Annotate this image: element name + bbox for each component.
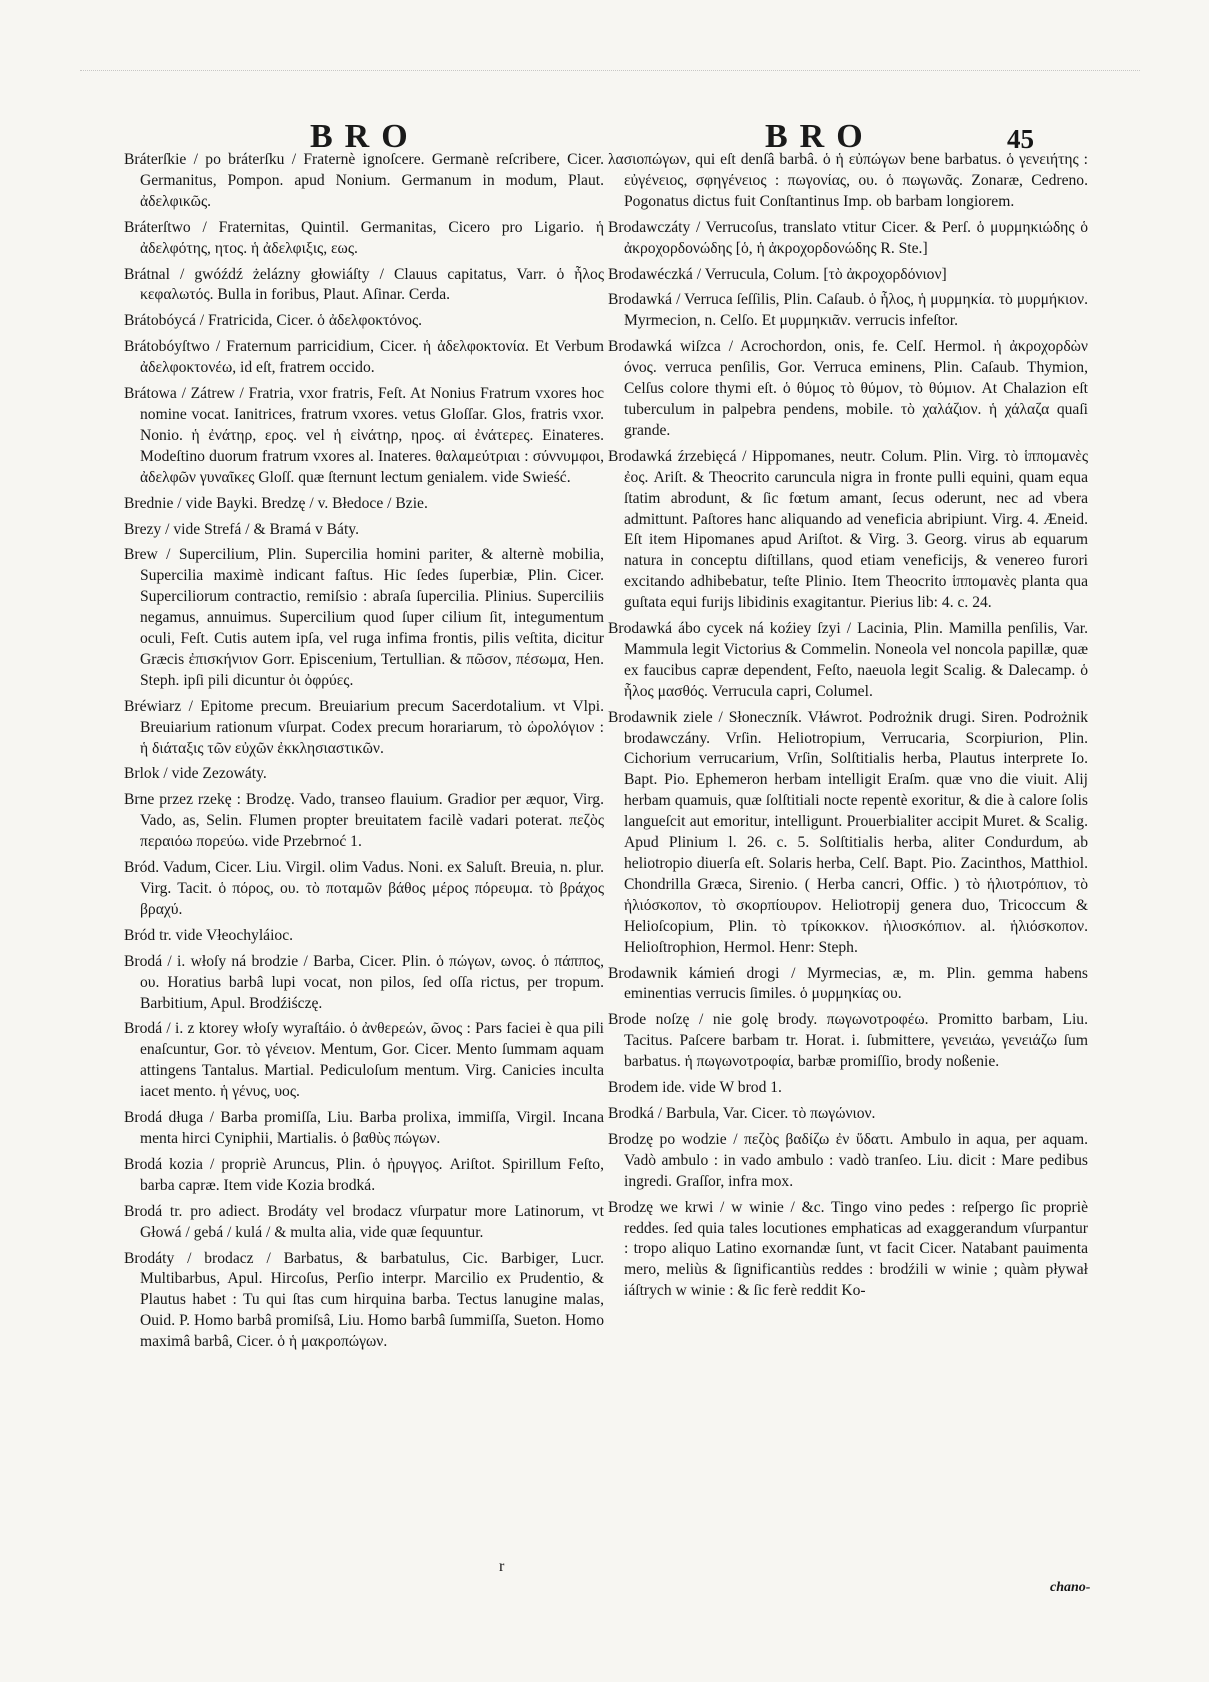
- dictionary-entry: Brodá / i. włoſy ná brodzie / Barba, Cicer. Plin. ὁ πώγων, ωνος. ὁ πάππος, ου. Horatius barbâ lupi vocat, non pilos, ſed oſſa rictus, per tropum. Barbitium, Apul. Brodźiśczę.: [124, 952, 604, 1012]
- dictionary-entry: Brodá tr. pro adiect. Brodáty vel brodacz vſurpatur more Latinorum, vt Głowá / gebá / kulá / & multa alia, vide quæ ſequuntur.: [124, 1202, 604, 1241]
- dictionary-entry: Brátobóycá / Fratricida, Cicer. ὁ ἀδελφοκτόνος.: [124, 312, 423, 330]
- left-column: [124, 150, 604, 1358]
- dictionary-entry: Bráterſkie / po bráterſku / Fraternè ignoſcere. Germanè reſcribere, Cicer. Germanitus, Pompon. apud Nonium. Germanum in modum, Plaut. ἀδελφικῶς.: [124, 151, 604, 210]
- dictionary-entry: λασιοπώγων, qui eſt denſâ barbâ. ὁ ἡ εὐπώγων bene barbatus. ὁ γενειήτης : εὐγένειος, σφηγένειος : πωγονίας, ου. ὁ πωγωνᾶς. Zonaræ, Cedreno. Pogonatus dictus fuit Conſtantinus Imp. ob barbam longiorem.: [608, 151, 1088, 210]
- dictionary-entry: Bráterſtwo / Fraternitas, Quintil. Germanitas, Cicero pro Ligario. ἡ ἀδελφότης, ητος. ἡ ἀδελφιξις, εως.: [124, 218, 604, 257]
- dictionary-entry: Bród tr. vide Vłeochyláioc.: [124, 926, 294, 944]
- dictionary-entry: Brátnal / gwóźdź żelázny głowiáſty / Clauus capitatus, Varr. ὁ ἧλος κεφαλωτός. Bulla in foribus, Plaut. Aſinar. Cerda.: [124, 265, 604, 304]
- dictionary-entry: Brodáty / brodacz / Barbatus, & barbatulus, Cic. Barbiger, Lucr. Multibarbus, Apul. Hircoſus, Perſio interpr. Marcilio ex Prudentio, & Plautus habet : Tu qui ſtas cum hirquina barba. Tectus lanugine malas, Ouid. P. Homo barbâ promiſsâ, Liu. Homo barbâ ſummiſſa, Sueton. Homo maximâ barbâ, Cicer. ὁ ἡ μακροπώγων.: [124, 1249, 604, 1351]
- scan-specks: [80, 70, 1140, 91]
- dictionary-entry: Brodá / i. z ktorey włoſy wyraſtáio. ὁ ἀνθερεών, ῶνος : Pars faciei è qua pili enaſcuntur, Gor. τὸ γένειον. Mentum, Gor. Cicer. Mento ſummam aquam attingens Tantalus. Martial. Pediculoſum mentum. Virg. Canicies inculta iacet mento. ἡ γένυς, υος.: [124, 1020, 604, 1101]
- running-head-left: BRO: [310, 118, 420, 155]
- dictionary-entry: Brodká / Barbula, Var. Cicer. τὸ πωγώνιον.: [608, 1104, 876, 1122]
- dictionary-entry: Brednie / vide Bayki. Bredzę / v. Błedoce / Bzie.: [124, 494, 428, 512]
- dictionary-entry: Bród. Vadum, Cicer. Liu. Virgil. olim Vadus. Noni. ex Saluſt. Breuia, n. plur. Virg. Tacit. ὁ πόρος, ου. τὸ ποταμῶν βάθος μέρος πόρευμα. τὸ βράχος βραχύ.: [124, 859, 604, 918]
- dictionary-entry: Brodawczáty / Verrucoſus, translato vtitur Cicer. & Perſ. ὁ μυρμηκιώδης ὁ ἀκροχορδονώδης [ὁ, ἡ ἀκροχορδονώδης R. Ste.]: [608, 218, 1088, 257]
- dictionary-entry: Brátowa / Zátrew / Fratria, vxor fratris, Feſt. At Nonius Fratrum vxores hoc nomine vocat. Ianitrices, fratrum vxores. vetus Gloſſar. Glos, fratris vxor. Nonio. ἡ ἐνάτηρ, ερος. vel ἡ εἰνάτηρ, ηρος. αἱ ἐνάτερες. Einateres. Modeſtino duorum fratrum vxores al. Inateres. θαλαμεύτριαι : σύννυμφοι, ἀδελφῶν γυναῖκες Gloſſ. quæ ſternunt lectum genialem. vide Swieść.: [124, 385, 604, 486]
- page-number: 45: [1007, 124, 1034, 154]
- dictionary-entry: Brne przez rzekę : Brodzę. Vado, transeo flauium. Gradior per æquor, Virg. Vado, as, Selin. Flumen propter breuitatem facilè vadari poterat. πεζὸς περαιόω πορεύω. vide Przebrnoć 1.: [124, 791, 604, 851]
- dictionary-entry: Brodem ide. vide W brod 1.: [608, 1079, 782, 1097]
- running-head-right: BRO: [765, 118, 875, 155]
- dictionary-entry: Brodawká / Verruca ſeſſilis, Plin. Caſaub. ὁ ἧλος, ἡ μυρμηκία. τὸ μυρμήκιον. Myrmecion, n. Celſo. Et μυρμηκιᾶν. verrucis infeſtor.: [608, 291, 1088, 330]
- dictionary-entry: Brodawnik ziele / Słoneczník. Vłáwrot. Podrożnik drugi. Siren. Podrożnik brodawczány. Vrſin. Heliotropium, Verrucaria, Scorpiurion, Plin. Cichorium verrucarium, Vrſin, Solſtitialis herba, Plautus interprete Io. Bapt. Pio. Ephemeron herbam intelligit Eraſm. quæ vno die viuit. Alij herbam quamuis, quæ ſolſtitiali nocte repentè exoritur, & die à calore ſolis langueſcit aut emoritur, intelligunt. Prouerbialiter accipit Muret. & Scalig. Apud Plinium l. 26. c. 5. Solſtitialis herba, aliter Condurdum, ab heliotropio diuerſa eſt. Solaris herba, Celſ. Bapt. Pio. Zacinthos, Matthiol. Chondrilla Græca, Sirenio. ( Herba cancri, Offic. ) τὸ ἡλιοτρόπιον, τὸ ἡλιόσκοπον, τὸ σκορπίουρον. Heliotropij genera duo, Tricoccum & Helioſcopium, Plin. τὸ τρίκοκκον. ἡλιοσκόπιον. al. ἡλιόσκοπον. Helioſtrophion, Hermol. Henr: Steph.: [608, 708, 1088, 956]
- dictionary-entry: Brodawká ábo cycek ná koźiey ſzyi / Lacinia, Plin. Mamilla penſilis, Var. Mammula legit Victorius & Commelin. Noneola vel noncola papillæ, quæ ex faucibus capræ dependent, Feſto, naeuola legit Scalig. & Dalecamp. ὁ ἧλος μασθός. Verrucula capri, Columel.: [608, 620, 1088, 700]
- dictionary-entry: Brátobóyſtwo / Fraternum parricidium, Cicer. ἡ ἀδελφοκτονία. Et Verbum ἀδελφοκτονέω, id eſt, fratrem occido.: [124, 338, 604, 377]
- signature-mark: r: [499, 1558, 505, 1575]
- dictionary-entry: Brodzę po wodzie / πεζὸς βαδίζω ἐν ὕδατι. Ambulo in aqua, per aquam. Vadò ambulo : in vado ambulo : vadò tranſeo. Liu. dicit : Mare pedibus ingredi. Graſſor, infra mox.: [608, 1130, 1088, 1190]
- dictionary-entry: Brlok / vide Zezowáty.: [124, 765, 267, 783]
- dictionary-entry: Brezy / vide Strefá / & Bramá v Báty.: [124, 520, 359, 538]
- catchword: chano-: [1050, 1580, 1091, 1595]
- dictionary-entry: Bréwiarz / Epitome precum. Breuiarium precum Sacerdotalium. vt Vlpi. Breuiarium rationum vſurpat. Codex precum horariarum, τὸ ὡρολόγιον : ἡ διάταξις τῶν εὐχῶν ἐκκλησιαστικῶν.: [124, 697, 604, 757]
- dictionary-entry: Brodawká źrzebięcá / Hippomanes, neutr. Colum. Plin. Virg. τὸ ἱππομανὲς ἐος. Ariſt. & Theocrito caruncula nigra in fronte pulli equini, quam equa ſtatim abrodunt, & ſic fœtum amant, ſecus oderunt, nec ad vbera admittunt. Paſtores hanc aliquando ad veneficia abripiunt. Virg. 4. Æneid. Eſt item Hipomanes apud Ariſtot. & Virg. 3. Georg. virus ab equarum natura in conceptu diſtillans, quod etiam veneficijs, & venereo furori excitando adhibebatur, teſte Plinio. Item Theocrito ἱππομανὲς planta qua guſtata equi furijs libidinis exagitantur. Pierius lib: 4. c. 24.: [608, 447, 1088, 612]
- dictionary-entry: Brodawéczká / Verrucula, Colum. [τὸ ἀκροχορδόνιον]: [608, 265, 947, 283]
- dictionary-entry: Brodawnik kámień drogi / Myrmecias, æ, m. Plin. gemma habens eminentias verrucis ſimiles. ὁ μυρμηκίας ου.: [608, 964, 1088, 1003]
- dictionary-entry: Brodawká wiſzca / Acrochordon, onis, fe. Celſ. Hermol. ἡ ἀκροχορδὼν όνος. verruca penſilis, Gor. Verruca eminens, Plin. Caſaub. Thymion, Celſus colore thymi eſt. ὁ θύμος τὸ θύμον, τὸ θύμιον. At Chalazion eſt tuberculum in palpebra pendens, mobile. τὸ χαλάζιον. ἡ χάλαζα quaſi grande.: [608, 338, 1088, 439]
- dictionary-entry: Brodzę we krwi / w winie / &c. Tingo vino pedes : reſpergo ſic propriè reddes. ſed quia tales locutiones emphaticas ad exaggerandum vſurpantur : tropo aliquo Latino exornandæ ſunt, vt facit Cicer. Natabant pauimenta mero, meliùs & ſignificantiùs reddes : brodźili w winie ; quàm pływał iáſtrych w winie : & ſic ferè reddit Ko-: [608, 1198, 1088, 1300]
- right-column: [608, 150, 1088, 1307]
- dictionary-entry: Brew / Supercilium, Plin. Supercilia homini pariter, & alternè mobilia, Supercilia maximè indicant faſtus. Hic ſedes ſuperbiæ, Plin. Cicer. Superciliorum contractio, remiſsio : abraſa ſupercilia. Plinius. Superciliis negamus, annuimus. Supercilium quod ſuper cilium ſit, integumentum oculi, Feſt. Cutis autem ipſa, vel ruga infima frontis, pilis veſtita, dicitur Græcis ἐπισκήνιον Gorr. Episcenium, Tertullian. & πῶσον, πέσωμα, Hen. Steph. ipſi pili dicuntur ὀι ὀφρύες.: [124, 546, 604, 689]
- dictionary-entry: Brodá kozia / propriè Aruncus, Plin. ὁ ἠρυγγος. Ariſtot. Spirillum Feſto, barba capræ. Item vide Kozia brodká.: [124, 1155, 604, 1194]
- dictionary-entry: Brodá długa / Barba promiſſa, Liu. Barba prolixa, immiſſa, Virgil. Incana menta hirci Cyniphii, Martialis. ὁ βαθὺς πώγων.: [124, 1109, 604, 1147]
- dictionary-entry: Brode noſzę / nie golę brody. πωγωνοτροφέω. Promitto barbam, Liu. Tacitus. Paſcere barbam tr. Horat. i. ſubmittere, γενειάω, γενειάζω ſum barbatus. ἡ πωγωνοτροφία, barbæ promiſſio, brody noßenie.: [608, 1011, 1088, 1071]
